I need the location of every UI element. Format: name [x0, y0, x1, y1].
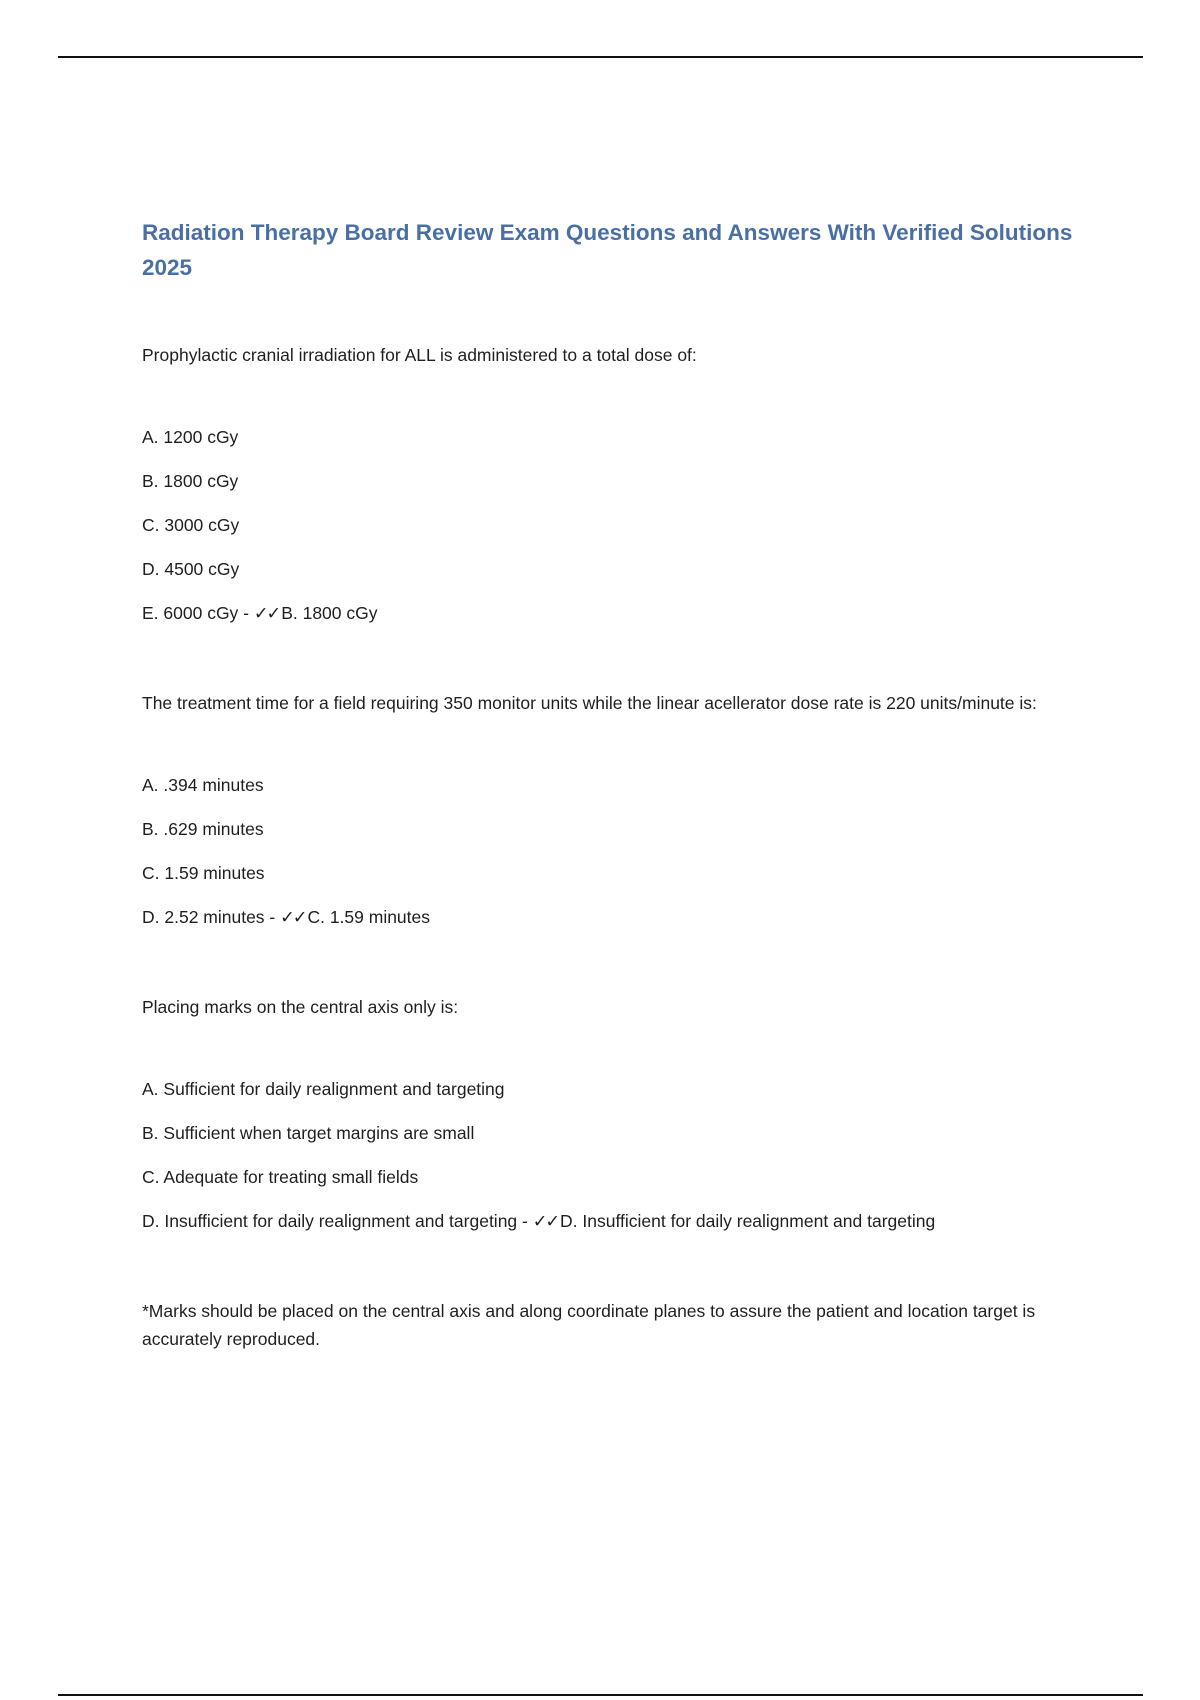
- check-icon: ✓✓: [253, 603, 280, 623]
- option: D. 4500 cGy: [142, 559, 240, 579]
- option: C. 3000 cGy: [142, 515, 240, 535]
- question-3-options: [142, 1077, 1082, 1233]
- option: B. .629 minutes: [142, 819, 264, 839]
- option: A. 1200 cGy: [142, 427, 239, 447]
- option: C. 1.59 minutes: [142, 863, 265, 883]
- option: B. Sufficient when target margins are small: [142, 1123, 475, 1143]
- top-rule: [58, 56, 1143, 58]
- document-body: [142, 215, 1082, 1353]
- option: C. Adequate for treating small fields: [142, 1167, 419, 1187]
- check-icon: ✓✓: [280, 907, 306, 927]
- question-1-prompt: Prophylactic cranial irradiation for ALL is administered to a total dose of:: [142, 345, 697, 365]
- answer: B. 1800 cGy: [281, 603, 378, 623]
- document-title: Radiation Therapy Board Review Exam Questions and Answers With Verified Solutions 2025: [142, 220, 1073, 280]
- option: A. Sufficient for daily realignment and targeting: [142, 1079, 505, 1099]
- question-2-prompt: The treatment time for a field requiring 350 monitor units while the linear acellerator dose rate is 220 units/minute is:: [142, 693, 1037, 713]
- answer: D. Insufficient for daily realignment and targeting: [560, 1211, 936, 1231]
- bottom-rule: [58, 1694, 1143, 1696]
- option-with-answer: D. Insufficient for daily realignment and targeting - ✓✓ D. Insufficient for daily realignment and targeting: [142, 1211, 936, 1231]
- answer: C. 1.59 minutes: [307, 907, 431, 927]
- question-3-prompt: Placing marks on the central axis only is:: [142, 997, 459, 1017]
- check-icon: ✓✓: [532, 1211, 559, 1231]
- question-2-options: [142, 773, 1082, 929]
- option-with-answer: D. 2.52 minutes - ✓✓ C. 1.59 minutes: [142, 907, 431, 927]
- explanation-note: *Marks should be placed on the central axis and along coordinate planes to assure the patient and location target is accurately reproduced.: [142, 1301, 1036, 1349]
- option-with-answer: E. 6000 cGy - ✓✓ B. 1800 cGy: [142, 603, 378, 623]
- option: B. 1800 cGy: [142, 471, 239, 491]
- option: A. .394 minutes: [142, 775, 264, 795]
- question-1-options: [142, 425, 1082, 625]
